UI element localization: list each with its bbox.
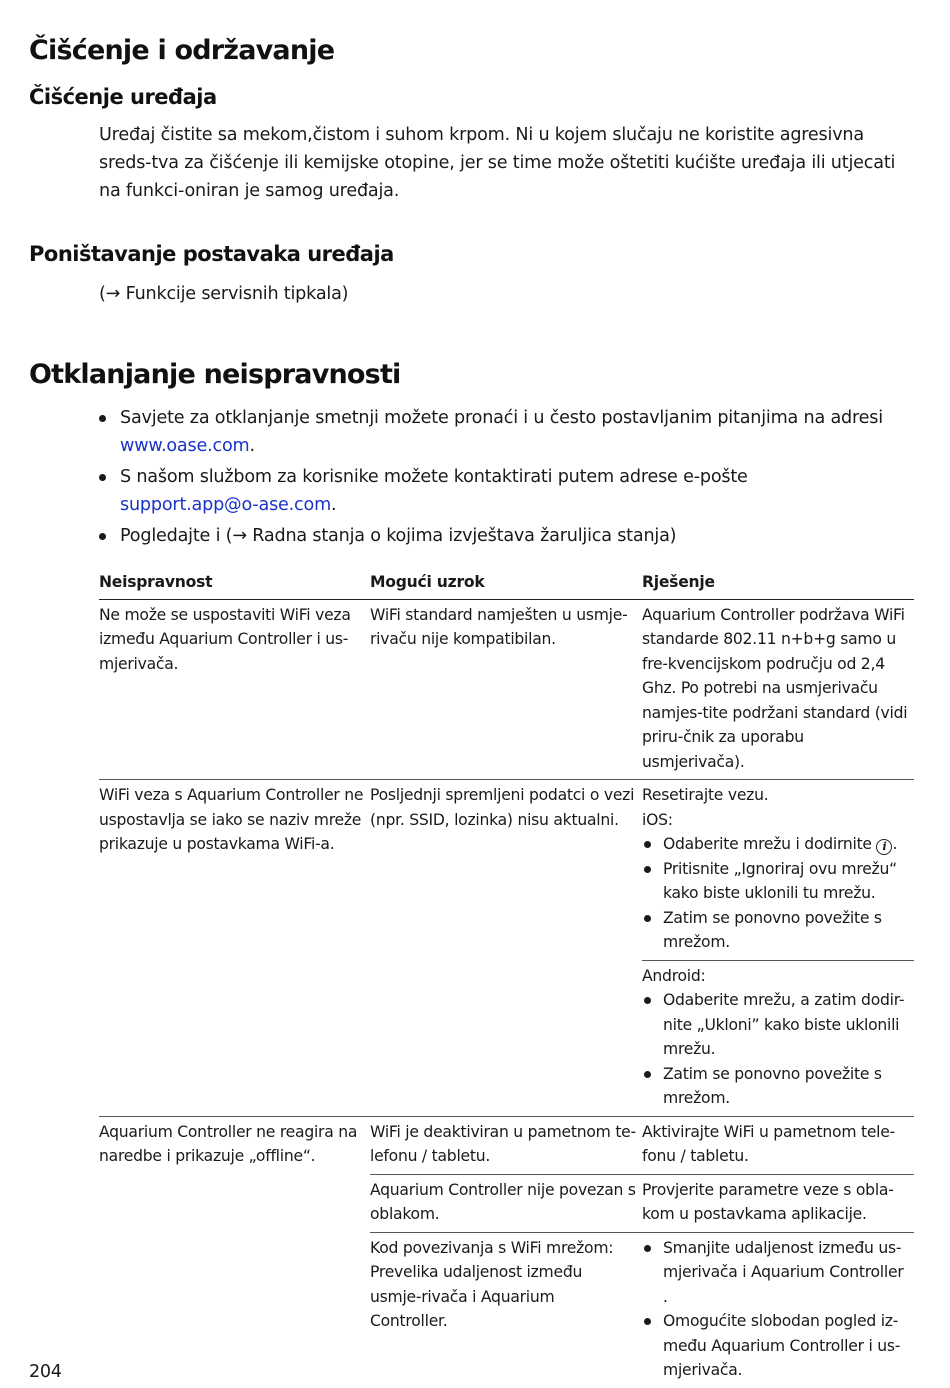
list-item [99,522,889,550]
solution-cell-android [642,960,914,1116]
bullet-text-end: . [331,495,337,515]
bullet-text-end: . [249,436,255,456]
subsection-title-reset: Poništavanje postavaka uređaja [29,242,394,266]
list-item [642,857,908,906]
list-item [642,1309,908,1383]
column-header-solution: Rješenje [642,570,914,599]
cause-cell: Kod povezivanja s WiFi mrežom: Prevelika udaljenost između usmje-rivača i Aquarium Controller. [370,1238,614,1330]
bullet-text: Savjete za otklanjanje smetnji možete pronaći i u često postavljanim pitanjima na adresi [120,408,883,428]
step-text: Zatim se ponovno povežite s mrežom. [663,1064,882,1107]
bullet-icon [99,415,106,422]
section-title-troubleshooting: Otklanjanje neispravnosti [29,359,401,390]
solution-cell: Provjerite parametre veze s obla-kom u postavkama aplikacije. [642,1174,914,1232]
list-item [642,1236,908,1310]
troubleshooting-table [99,570,914,1388]
step-text: Smanjite udaljenost između us-mjerivača i Aquarium Controller . [663,1238,904,1306]
bullet-icon [644,1318,651,1325]
android-label: Android: [642,966,706,985]
arrow-icon: → [232,526,247,546]
bullet-icon [644,997,651,1004]
cause-cell: Posljednji spremljeni podatci o vezi (npr. SSID, lozinka) nisu aktualni. [370,780,642,1117]
bullet-icon [99,474,106,481]
info-icon: i [876,839,892,855]
bullet-icon [644,866,651,873]
reset-text: Funkcije servisnih tipkala) [120,284,349,304]
fault-cell: Aquarium Controller ne reagira na naredbe i prikazuje „offline“. [99,1122,358,1165]
bullet-text-end: Radna stanja o kojima izvještava žaruljica stanja) [246,526,677,546]
list-item [642,906,908,955]
solution-cell: Aquarium Controller podržava WiFi standarde 802.11 n+b+g samo u fre-kvencijskom području od 2,4 Ghz. Po potrebi na usmjerivaču namjes-tite podržani standard (vidi priru-čnik za uporabu usmjerivača). [642,599,914,780]
column-header-fault: Neispravnost [99,570,370,599]
email-link[interactable]: support.app@o-ase.com [120,495,332,515]
website-link[interactable]: www.oase.com [120,436,250,456]
reset-paragraph [99,280,348,308]
ios-steps-list [642,832,908,955]
table-row [99,1116,914,1174]
reset-connection-text: Resetirajte vezu. [642,786,769,804]
step-text: Odaberite mrežu, a zatim dodir-nite „Ukloni” kako biste uklonili mrežu. [663,991,905,1058]
reset-paren: ( [99,284,106,304]
cause-cell: WiFi je deaktiviran u pametnom te-lefonu / tabletu. [370,1116,642,1174]
column-header-cause: Mogući uzrok [370,570,642,599]
step-text: Pritisnite „Ignoriraj ovu mrežu“ kako biste uklonili tu mrežu. [663,859,897,902]
cause-cell: Aquarium Controller nije povezan s oblakom. [370,1174,642,1232]
subsection-title-cleaning: Čišćenje uređaja [29,85,217,109]
bullet-text: Pogledajte i ( [120,526,233,546]
arrow-icon: → [105,284,121,304]
bullet-icon [644,1071,651,1078]
ios-label: iOS: [642,810,673,829]
list-item [99,404,889,460]
bullet-icon [644,1245,651,1252]
fault-cell: WiFi veza s Aquarium Controller ne uspostavlja se iako se naziv mreže prikazuje u postavkama WiFi-a. [99,780,370,1117]
cause-cell: WiFi standard namješten u usmje-rivaču nije kompatibilan. [370,599,642,780]
list-item [99,463,889,519]
bullet-icon [644,841,651,848]
page-number: 204 [29,1362,62,1382]
step-text: Odaberite mrežu i dodirnite [663,835,877,853]
fault-cell: Ne može se uspostaviti WiFi veza između Aquarium Controller i us-mjerivača. [99,599,370,780]
section-title-cleaning-maintenance: Čišćenje i održavanje [29,35,335,66]
list-item [642,988,908,1062]
solution-cell [642,1232,914,1388]
troubleshooting-bullet-list [99,404,889,553]
solution-cell-ios [642,780,914,961]
list-item [642,832,908,857]
list-item [642,1062,908,1111]
table-row [99,599,914,780]
bullet-text: S našom službom za korisnike možete kontaktirati putem adrese e-pošte [120,467,748,487]
table-header-row [99,570,914,599]
step-text: Omogućite slobodan pogled iz-među Aquarium Controller i us-mjerivača. [663,1312,901,1379]
step-text: Zatim se ponovno povežite s mrežom. [663,908,882,951]
bullet-icon [99,533,106,540]
step-text-end: . [892,835,898,853]
table-row [99,780,914,961]
solution-cell: Aktivirajte WiFi u pametnom tele-fonu / tabletu. [642,1116,914,1174]
bullet-icon [644,915,651,922]
android-steps-list [642,988,908,1111]
distance-steps-list [642,1236,908,1383]
cleaning-paragraph: Uređaj čistite sa mekom,čistom i suhom krpom. Ni u kojem slučaju ne koristite agresivna sreds-tva za čišćenje ili kemijske otopine, jer se time može oštetiti kućište uređaja ili utjecati na funkci-oniran je samog uređaja. [99,125,896,201]
